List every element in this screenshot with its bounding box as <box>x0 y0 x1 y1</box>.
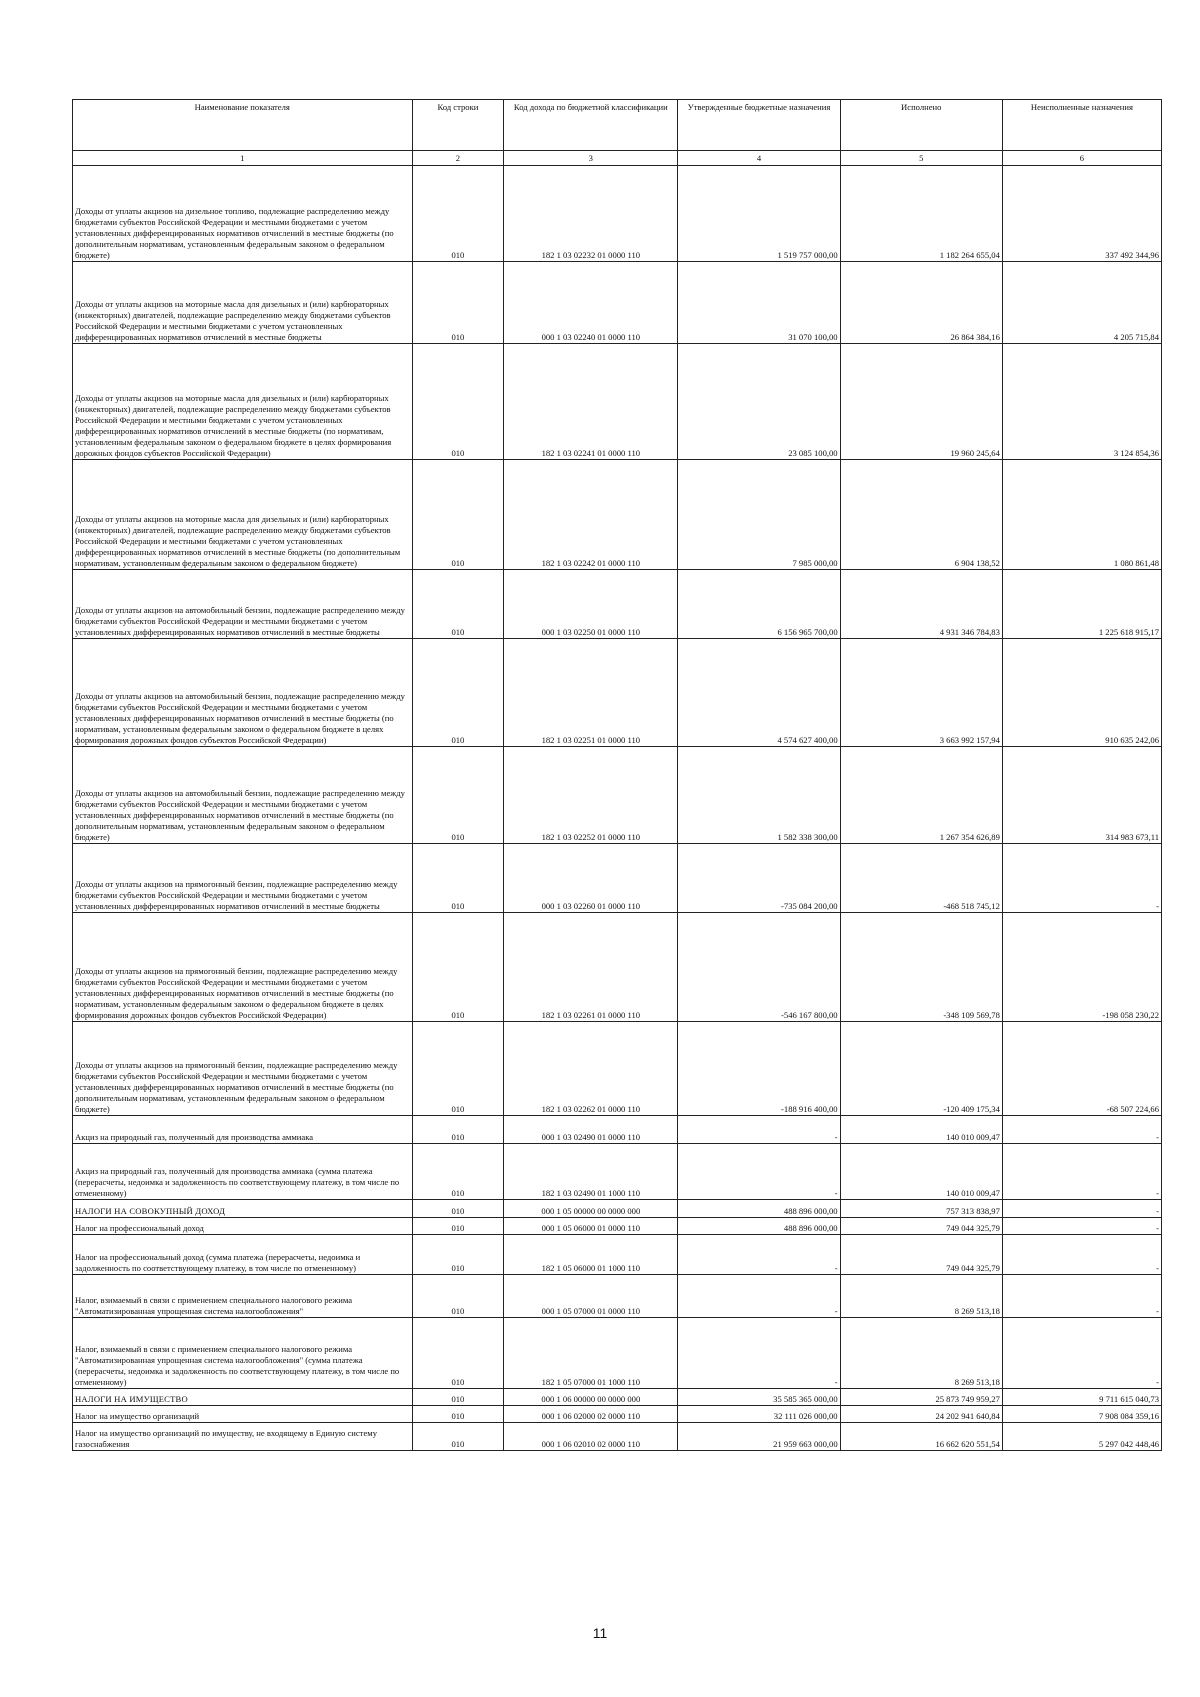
indicator-name-cell: Доходы от уплаты акцизов на автомобильный бензин, подлежащие распределению между бюджетами субъектов Российской Федерации и местными бюджетами с учетом установленных дифференцированных нормативов отчислений в местные бюджеты <box>73 570 413 639</box>
executed-amount-cell: 757 313 838,97 <box>840 1200 1002 1218</box>
executed-amount-cell: 1 182 264 655,04 <box>840 166 1002 262</box>
approved-amount-cell: -188 916 400,00 <box>678 1022 840 1116</box>
executed-amount-cell: 26 864 384,16 <box>840 262 1002 344</box>
indicator-name-cell: Налог, взимаемый в связи с применением специального налогового режима "Автоматизированная упрощенная система налогообложения" (сумма платежа (перерасчеты, недоимка и задолженность по соответствующему платежу, в том числе по отмененному) <box>73 1318 413 1389</box>
table-row <box>73 1218 1162 1235</box>
income-code-cell: 000 1 05 06000 01 0000 110 <box>504 1218 678 1235</box>
line-code-cell: 010 <box>412 747 504 844</box>
line-code-cell: 010 <box>412 1022 504 1116</box>
executed-amount-cell: -468 518 745,12 <box>840 844 1002 913</box>
budget-execution-table <box>72 99 1162 1451</box>
line-code-cell: 010 <box>412 1235 504 1275</box>
unexecuted-amount-cell: - <box>1002 1275 1161 1318</box>
indicator-name-cell: Акциз на природный газ, полученный для производства аммиака <box>73 1116 413 1144</box>
executed-amount-cell: 6 904 138,52 <box>840 460 1002 570</box>
line-code-cell: 010 <box>412 344 504 460</box>
table-row <box>73 1144 1162 1200</box>
line-code-cell: 010 <box>412 1116 504 1144</box>
indicator-name-cell: НАЛОГИ НА ИМУЩЕСТВО <box>73 1389 413 1406</box>
approved-amount-cell: - <box>678 1116 840 1144</box>
table-row <box>73 166 1162 262</box>
line-code-cell: 010 <box>412 166 504 262</box>
income-code-cell: 182 1 03 02262 01 0000 110 <box>504 1022 678 1116</box>
income-code-cell: 000 1 05 07000 01 0000 110 <box>504 1275 678 1318</box>
line-code-cell: 010 <box>412 1389 504 1406</box>
income-code-cell: 000 1 03 02240 01 0000 110 <box>504 262 678 344</box>
table-row <box>73 1275 1162 1318</box>
indicator-name-cell: Доходы от уплаты акцизов на прямогонный бензин, подлежащие распределению между бюджетами субъектов Российской Федерации и местными бюджетами с учетом установленных дифференцированных нормативов отчислений в местные бюджеты <box>73 844 413 913</box>
unexecuted-amount-cell: - <box>1002 1218 1161 1235</box>
line-code-cell: 010 <box>412 913 504 1022</box>
table-row <box>73 570 1162 639</box>
approved-amount-cell: 488 896 000,00 <box>678 1218 840 1235</box>
approved-amount-cell: 23 085 100,00 <box>678 344 840 460</box>
indicator-name-cell: Налог на профессиональный доход (сумма платежа (перерасчеты, недоимка и задолженность по соответствующему платежу, в том числе по отмененному) <box>73 1235 413 1275</box>
income-code-cell: 182 1 03 02241 01 0000 110 <box>504 344 678 460</box>
table-row <box>73 460 1162 570</box>
table-row <box>73 1406 1162 1423</box>
column-number: 4 <box>678 151 840 166</box>
indicator-name-cell: Доходы от уплаты акцизов на дизельное топливо, подлежащие распределению между бюджетами субъектов Российской Федерации и местными бюджетами с учетом установленных дифференцированных нормативов отчислений в местные бюджеты (по дополнительным нормативам, установленным федеральным законом о федеральном бюджете) <box>73 166 413 262</box>
header-unexecuted: Неисполненные назначения <box>1002 100 1161 151</box>
line-code-cell: 010 <box>412 1200 504 1218</box>
income-code-cell: 000 1 06 02010 02 0000 110 <box>504 1423 678 1451</box>
line-code-cell: 010 <box>412 1423 504 1451</box>
indicator-name-cell: Акциз на природный газ, полученный для производства аммиака (сумма платежа (перерасчеты, недоимка и задолженность по соответствующему платежу, в том числе по отмененному) <box>73 1144 413 1200</box>
approved-amount-cell: 35 585 365 000,00 <box>678 1389 840 1406</box>
table-row <box>73 1389 1162 1406</box>
income-code-cell: 000 1 03 02490 01 0000 110 <box>504 1116 678 1144</box>
indicator-name-cell: Доходы от уплаты акцизов на автомобильный бензин, подлежащие распределению между бюджетами субъектов Российской Федерации и местными бюджетами с учетом установленных дифференцированных нормативов отчислений в местные бюджеты (по нормативам, установленным федеральным законом о федеральном бюджете в целях формирования дорожных фондов субъектов Российской Федерации) <box>73 639 413 747</box>
unexecuted-amount-cell: 7 908 084 359,16 <box>1002 1406 1161 1423</box>
table-row <box>73 1116 1162 1144</box>
unexecuted-amount-cell: 4 205 715,84 <box>1002 262 1161 344</box>
approved-amount-cell: 7 985 000,00 <box>678 460 840 570</box>
line-code-cell: 010 <box>412 639 504 747</box>
executed-amount-cell: 8 269 513,18 <box>840 1318 1002 1389</box>
indicator-name-cell: Доходы от уплаты акцизов на прямогонный бензин, подлежащие распределению между бюджетами субъектов Российской Федерации и местными бюджетами с учетом установленных дифференцированных нормативов отчислений в местные бюджеты (по нормативам, установленным федеральным законом о федеральном бюджете в целях формирования дорожных фондов субъектов Российской Федерации) <box>73 913 413 1022</box>
executed-amount-cell: 4 931 346 784,83 <box>840 570 1002 639</box>
table-row <box>73 913 1162 1022</box>
page-number: 11 <box>592 1625 608 1641</box>
table-row <box>73 639 1162 747</box>
unexecuted-amount-cell: - <box>1002 844 1161 913</box>
executed-amount-cell: 3 663 992 157,94 <box>840 639 1002 747</box>
table-row <box>73 844 1162 913</box>
line-code-cell: 010 <box>412 262 504 344</box>
header-approved: Утвержденные бюджетные назначения <box>678 100 840 151</box>
approved-amount-cell: 21 959 663 000,00 <box>678 1423 840 1451</box>
table-row <box>73 1318 1162 1389</box>
indicator-name-cell: Доходы от уплаты акцизов на автомобильный бензин, подлежащие распределению между бюджетами субъектов Российской Федерации и местными бюджетами с учетом установленных дифференцированных нормативов отчислений в местные бюджеты (по дополнительным нормативам, установленным федеральным законом о федеральном бюджете) <box>73 747 413 844</box>
indicator-name-cell: НАЛОГИ НА СОВОКУПНЫЙ ДОХОД <box>73 1200 413 1218</box>
approved-amount-cell: -546 167 800,00 <box>678 913 840 1022</box>
indicator-name-cell: Налог на имущество организаций <box>73 1406 413 1423</box>
unexecuted-amount-cell: - <box>1002 1318 1161 1389</box>
income-code-cell: 182 1 03 02490 01 1000 110 <box>504 1144 678 1200</box>
header-executed: Исполнено <box>840 100 1002 151</box>
indicator-name-cell: Доходы от уплаты акцизов на прямогонный бензин, подлежащие распределению между бюджетами субъектов Российской Федерации и местными бюджетами с учетом установленных дифференцированных нормативов отчислений в местные бюджеты (по дополнительным нормативам, установленным федеральным законом о федеральном бюджете) <box>73 1022 413 1116</box>
table-row <box>73 1235 1162 1275</box>
unexecuted-amount-cell: -68 507 224,66 <box>1002 1022 1161 1116</box>
executed-amount-cell: 140 010 009,47 <box>840 1144 1002 1200</box>
executed-amount-cell: 1 267 354 626,89 <box>840 747 1002 844</box>
table-row <box>73 1022 1162 1116</box>
income-code-cell: 000 1 06 00000 00 0000 000 <box>504 1389 678 1406</box>
table-row <box>73 747 1162 844</box>
approved-amount-cell: 32 111 026 000,00 <box>678 1406 840 1423</box>
unexecuted-amount-cell: 9 711 615 040,73 <box>1002 1389 1161 1406</box>
column-number: 5 <box>840 151 1002 166</box>
table-row <box>73 262 1162 344</box>
unexecuted-amount-cell: 314 983 673,11 <box>1002 747 1161 844</box>
column-number: 1 <box>73 151 413 166</box>
income-code-cell: 000 1 05 00000 00 0000 000 <box>504 1200 678 1218</box>
executed-amount-cell: 16 662 620 551,54 <box>840 1423 1002 1451</box>
income-code-cell: 182 1 03 02242 01 0000 110 <box>504 460 678 570</box>
line-code-cell: 010 <box>412 1406 504 1423</box>
executed-amount-cell: 25 873 749 959,27 <box>840 1389 1002 1406</box>
approved-amount-cell: - <box>678 1144 840 1200</box>
executed-amount-cell: 749 044 325,79 <box>840 1218 1002 1235</box>
unexecuted-amount-cell: 337 492 344,96 <box>1002 166 1161 262</box>
unexecuted-amount-cell: 5 297 042 448,46 <box>1002 1423 1161 1451</box>
executed-amount-cell: 8 269 513,18 <box>840 1275 1002 1318</box>
table-header-row <box>73 100 1162 151</box>
line-code-cell: 010 <box>412 1218 504 1235</box>
unexecuted-amount-cell: - <box>1002 1144 1161 1200</box>
unexecuted-amount-cell: 1 225 618 915,17 <box>1002 570 1161 639</box>
column-number: 6 <box>1002 151 1161 166</box>
approved-amount-cell: -735 084 200,00 <box>678 844 840 913</box>
approved-amount-cell: - <box>678 1235 840 1275</box>
income-code-cell: 000 1 03 02260 01 0000 110 <box>504 844 678 913</box>
unexecuted-amount-cell: 910 635 242,06 <box>1002 639 1161 747</box>
executed-amount-cell: -348 109 569,78 <box>840 913 1002 1022</box>
executed-amount-cell: 24 202 941 640,84 <box>840 1406 1002 1423</box>
line-code-cell: 010 <box>412 570 504 639</box>
approved-amount-cell: 488 896 000,00 <box>678 1200 840 1218</box>
table-row <box>73 1423 1162 1451</box>
income-code-cell: 182 1 03 02232 01 0000 110 <box>504 166 678 262</box>
header-indicator-name: Наименование показателя <box>73 100 413 151</box>
table-row <box>73 1200 1162 1218</box>
executed-amount-cell: 749 044 325,79 <box>840 1235 1002 1275</box>
income-code-cell: 000 1 06 02000 02 0000 110 <box>504 1406 678 1423</box>
indicator-name-cell: Доходы от уплаты акцизов на моторные масла для дизельных и (или) карбюраторных (инжекторных) двигателей, подлежащие распределению между бюджетами субъектов Российской Федерации и местными бюджетами с учетом установленных дифференцированных нормативов отчислений в местные бюджеты (по нормативам, установленным федеральным законом о федеральном бюджете в целях формирования дорожных фондов субъектов Российской Федерации) <box>73 344 413 460</box>
indicator-name-cell: Налог на имущество организаций по имуществу, не входящему в Единую систему газоснабжения <box>73 1423 413 1451</box>
header-line-code: Код строки <box>412 100 504 151</box>
income-code-cell: 182 1 03 02251 01 0000 110 <box>504 639 678 747</box>
executed-amount-cell: 19 960 245,64 <box>840 344 1002 460</box>
approved-amount-cell: 6 156 965 700,00 <box>678 570 840 639</box>
line-code-cell: 010 <box>412 1144 504 1200</box>
unexecuted-amount-cell: - <box>1002 1200 1161 1218</box>
table-row <box>73 344 1162 460</box>
column-number-row <box>73 151 1162 166</box>
approved-amount-cell: 4 574 627 400,00 <box>678 639 840 747</box>
unexecuted-amount-cell: 1 080 861,48 <box>1002 460 1161 570</box>
unexecuted-amount-cell: - <box>1002 1235 1161 1275</box>
unexecuted-amount-cell: 3 124 854,36 <box>1002 344 1161 460</box>
income-code-cell: 000 1 03 02250 01 0000 110 <box>504 570 678 639</box>
income-code-cell: 182 1 03 02252 01 0000 110 <box>504 747 678 844</box>
approved-amount-cell: - <box>678 1318 840 1389</box>
line-code-cell: 010 <box>412 1275 504 1318</box>
line-code-cell: 010 <box>412 844 504 913</box>
indicator-name-cell: Налог на профессиональный доход <box>73 1218 413 1235</box>
indicator-name-cell: Доходы от уплаты акцизов на моторные масла для дизельных и (или) карбюраторных (инжекторных) двигателей, подлежащие распределению между бюджетами субъектов Российской Федерации и местными бюджетами с учетом установленных дифференцированных нормативов отчислений в местные бюджеты <box>73 262 413 344</box>
income-code-cell: 182 1 05 07000 01 1000 110 <box>504 1318 678 1389</box>
line-code-cell: 010 <box>412 1318 504 1389</box>
approved-amount-cell: 1 582 338 300,00 <box>678 747 840 844</box>
indicator-name-cell: Налог, взимаемый в связи с применением специального налогового режима "Автоматизированная упрощенная система налогообложения" <box>73 1275 413 1318</box>
approved-amount-cell: 31 070 100,00 <box>678 262 840 344</box>
executed-amount-cell: -120 409 175,34 <box>840 1022 1002 1116</box>
indicator-name-cell: Доходы от уплаты акцизов на моторные масла для дизельных и (или) карбюраторных (инжекторных) двигателей, подлежащие распределению между бюджетами субъектов Российской Федерации и местными бюджетами с учетом установленных дифференцированных нормативов отчислений в местные бюджеты (по дополнительным нормативам, установленным федеральным законом о федеральном бюджете) <box>73 460 413 570</box>
income-code-cell: 182 1 05 06000 01 1000 110 <box>504 1235 678 1275</box>
header-income-code: Код дохода по бюджетной классификации <box>504 100 678 151</box>
line-code-cell: 010 <box>412 460 504 570</box>
approved-amount-cell: 1 519 757 000,00 <box>678 166 840 262</box>
column-number: 2 <box>412 151 504 166</box>
unexecuted-amount-cell: -198 058 230,22 <box>1002 913 1161 1022</box>
unexecuted-amount-cell: - <box>1002 1116 1161 1144</box>
income-code-cell: 182 1 03 02261 01 0000 110 <box>504 913 678 1022</box>
column-number: 3 <box>504 151 678 166</box>
approved-amount-cell: - <box>678 1275 840 1318</box>
executed-amount-cell: 140 010 009,47 <box>840 1116 1002 1144</box>
